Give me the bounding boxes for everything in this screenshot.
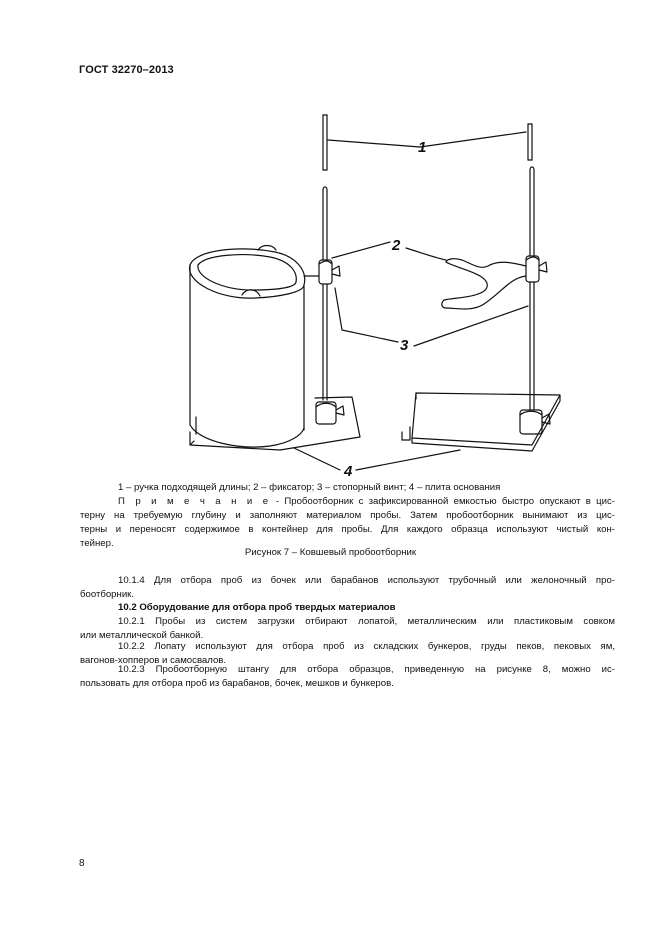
document-header: ГОСТ 32270–2013 [79, 64, 174, 76]
figure-7-drawing [180, 110, 580, 480]
note-label: П р и м е ч а н и е [118, 496, 271, 507]
note-line-3: терны и переносят содержимое в контейнер для пробы. Для каждого образца используют чистый кон- [80, 524, 615, 535]
p3-line-1: 10.2.2 Лопату используют для отбора проб из складских бункеров, груды пеков, пековых ям, [118, 641, 615, 652]
note-text-1: - Пробоотборник с зафиксированной емкостью быстро опускают в цис- [270, 496, 615, 507]
p2-line-1: 10.2.1 Пробы из систем загрузки отбирают лопатой, металлическим или пластиковым совком [118, 616, 615, 627]
callout-1: 1 [418, 139, 427, 156]
figure-legend: 1 – ручка подходящей длины; 2 – фиксатор; 3 – стопорный винт; 4 – плита основания [118, 482, 501, 493]
p4-line-1: 10.2.3 Пробоотборную штангу для отбора образцов, приведенную на рисунке 8, можно ис- [118, 664, 615, 675]
p3-line-2: вагонов-хопперов и самосвалов. [80, 655, 227, 666]
paragraph-10-2-3 [80, 663, 615, 691]
paragraph-10-1-4 [80, 574, 615, 602]
note-line-4: тейнер. [80, 538, 114, 549]
section-heading-10-2: 10.2 Оборудование для отбора проб твердых материалов [118, 602, 396, 613]
figure-note [80, 495, 615, 551]
figure-title: Рисунок 7 – Ковшевый пробоотборник [244, 547, 417, 558]
p2-line-2: или металлической банкой. [80, 630, 204, 641]
p4-line-2: пользовать для отбора проб из барабанов, бочек, мешков и бункеров. [80, 678, 394, 689]
p1-line-2: боотборник. [80, 589, 135, 600]
p1-line-1: 10.1.4 Для отбора проб из бочек или барабанов используют трубочный или желоночный про- [118, 575, 615, 586]
page-number: 8 [79, 858, 85, 869]
callout-4: 4 [344, 463, 353, 480]
note-line-1 [118, 495, 615, 509]
note-line-2: терну на требуемую глубину и заполняют материалом пробы. Затем пробоотборник вынимают из цис- [80, 510, 615, 521]
callout-2: 2 [392, 237, 401, 254]
paragraph-10-2-1 [80, 615, 615, 643]
callout-3: 3 [400, 337, 409, 354]
